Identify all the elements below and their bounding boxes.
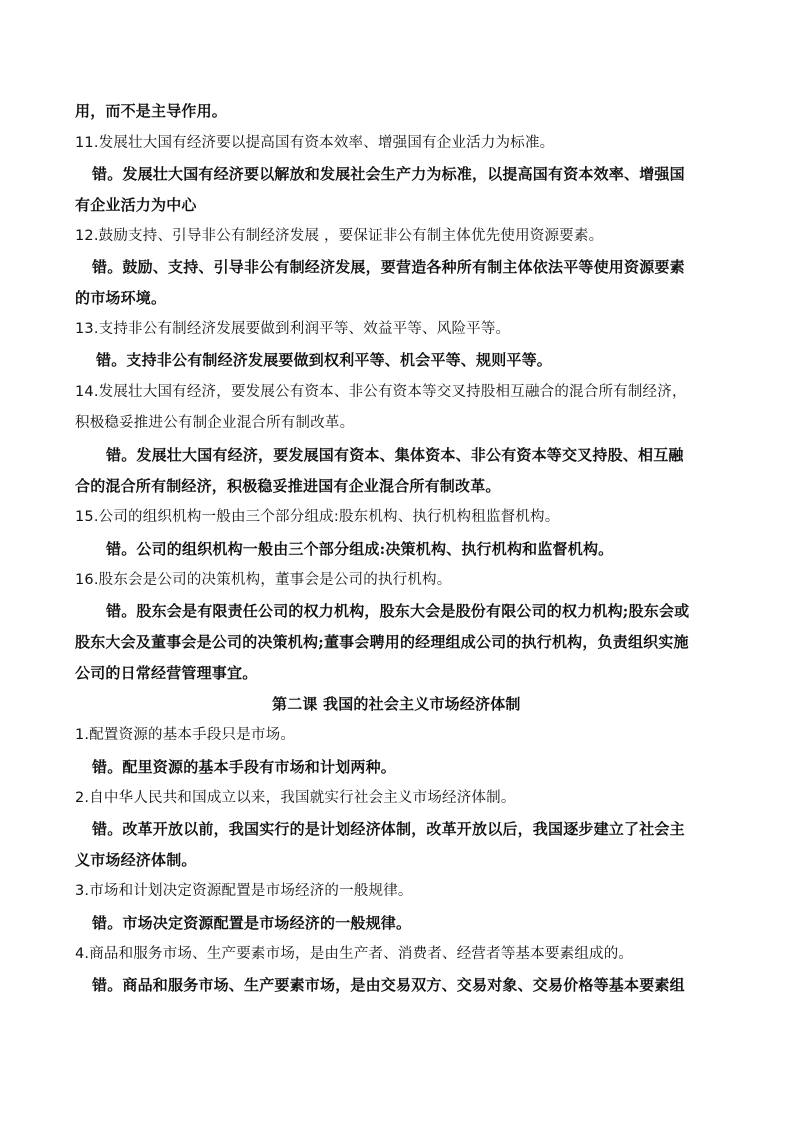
question-12: 12.鼓励支持、引导非公有制经济发展 ，要保证非公有制主体优先使用资源要素。: [75, 228, 604, 244]
answer-16-continuation-1: 股东大会及董事会是公司的决策机构;董事会聘用的经理组成公司的执行机构，负责组织实施: [75, 633, 689, 651]
answer-2-continuation: 义市场经济体制。: [75, 851, 197, 869]
answer-15: 错。公司的组织机构一般由三个部分组成:决策机构、执行机构和监督机构。: [106, 540, 614, 558]
answer-4: 错。商品和服务市场、生产要素市场，是由交易双方、交易对象、交易价格等基本要素组: [92, 976, 685, 994]
question-14: 14.发展壮大国有经济，要发展公有资本、非公有资本等交叉持股相互融合的混合所有制经济，: [75, 384, 687, 400]
answer-13: 错。支持非公有制经济发展要做到权利平等、机会平等、规则平等。: [96, 351, 553, 369]
question-15: 15.公司的组织机构一般由三个部分组成:股东机构、执行机构租监督机构。: [75, 509, 560, 525]
question-2: 2.自中华人民共和国成立以来，我国就实行社会主义市场经济体制。: [75, 790, 516, 806]
question-14-continuation: 积极稳妥推进公有制企业混合所有制改革。: [75, 415, 355, 431]
answer-2: 错。改革开放以前，我国实行的是计划经济体制，改革开放以后，我国逐步建立了社会主: [92, 820, 685, 838]
answer-14: 错。发展壮大国有经济，要发展国有资本、集体资本、非公有资本等交叉持股、相互融: [106, 446, 684, 464]
question-11: 11.发展壮大国有经济要以提高国有资本效率、增强国有企业活力为标准。: [75, 135, 555, 151]
answer-1: 错。配里资源的基本手段有市场和计划两种。: [92, 758, 397, 776]
answer-line-continuation: 用，而不是主导作用。: [75, 102, 228, 120]
answer-11-continuation: 有企业活力为中心: [75, 196, 197, 214]
answer-16-continuation-2: 公司的日常经营管理事宜。: [75, 664, 258, 682]
answer-12: 错。鼓励、支持、引导非公有制经济发展，要营造各种所有制主体依法平等使用资源要素: [92, 258, 685, 276]
question-1: 1.配置资源的基本手段只是市场。: [75, 727, 296, 743]
answer-11: 错。发展壮大国有经济要以解放和发展社会生产力为标准，以提高国有资本效率、增强国: [92, 165, 685, 183]
question-4: 4.商品和服务市场、生产要素市场，是由生产者、消费者、经营者等基本要素组成的。: [75, 946, 634, 962]
question-13: 13.支持非公有制经济发展要做到利润平等、效益平等、风险平等。: [75, 321, 511, 337]
answer-12-continuation: 的市场环境。: [75, 289, 167, 307]
question-3: 3.市场和计划决定资源配置是市场经济的一般规律。: [75, 883, 413, 899]
section-heading: 第二课 我国的社会主义市场经济体制: [272, 695, 521, 713]
answer-14-continuation: 合的混合所有制经济，积极稳妥推进国有企业混合所有制改革。: [75, 477, 501, 495]
question-16: 16.股东会是公司的决策机构，董事会是公司的执行机构。: [75, 572, 452, 588]
answer-16: 错。股东会是有限责任公司的权力机构，股东大会是股份有限公司的权力机构;股东会或: [106, 602, 690, 620]
answer-3: 错。市场决定资源配置是市场经济的一般规律。: [92, 914, 412, 932]
